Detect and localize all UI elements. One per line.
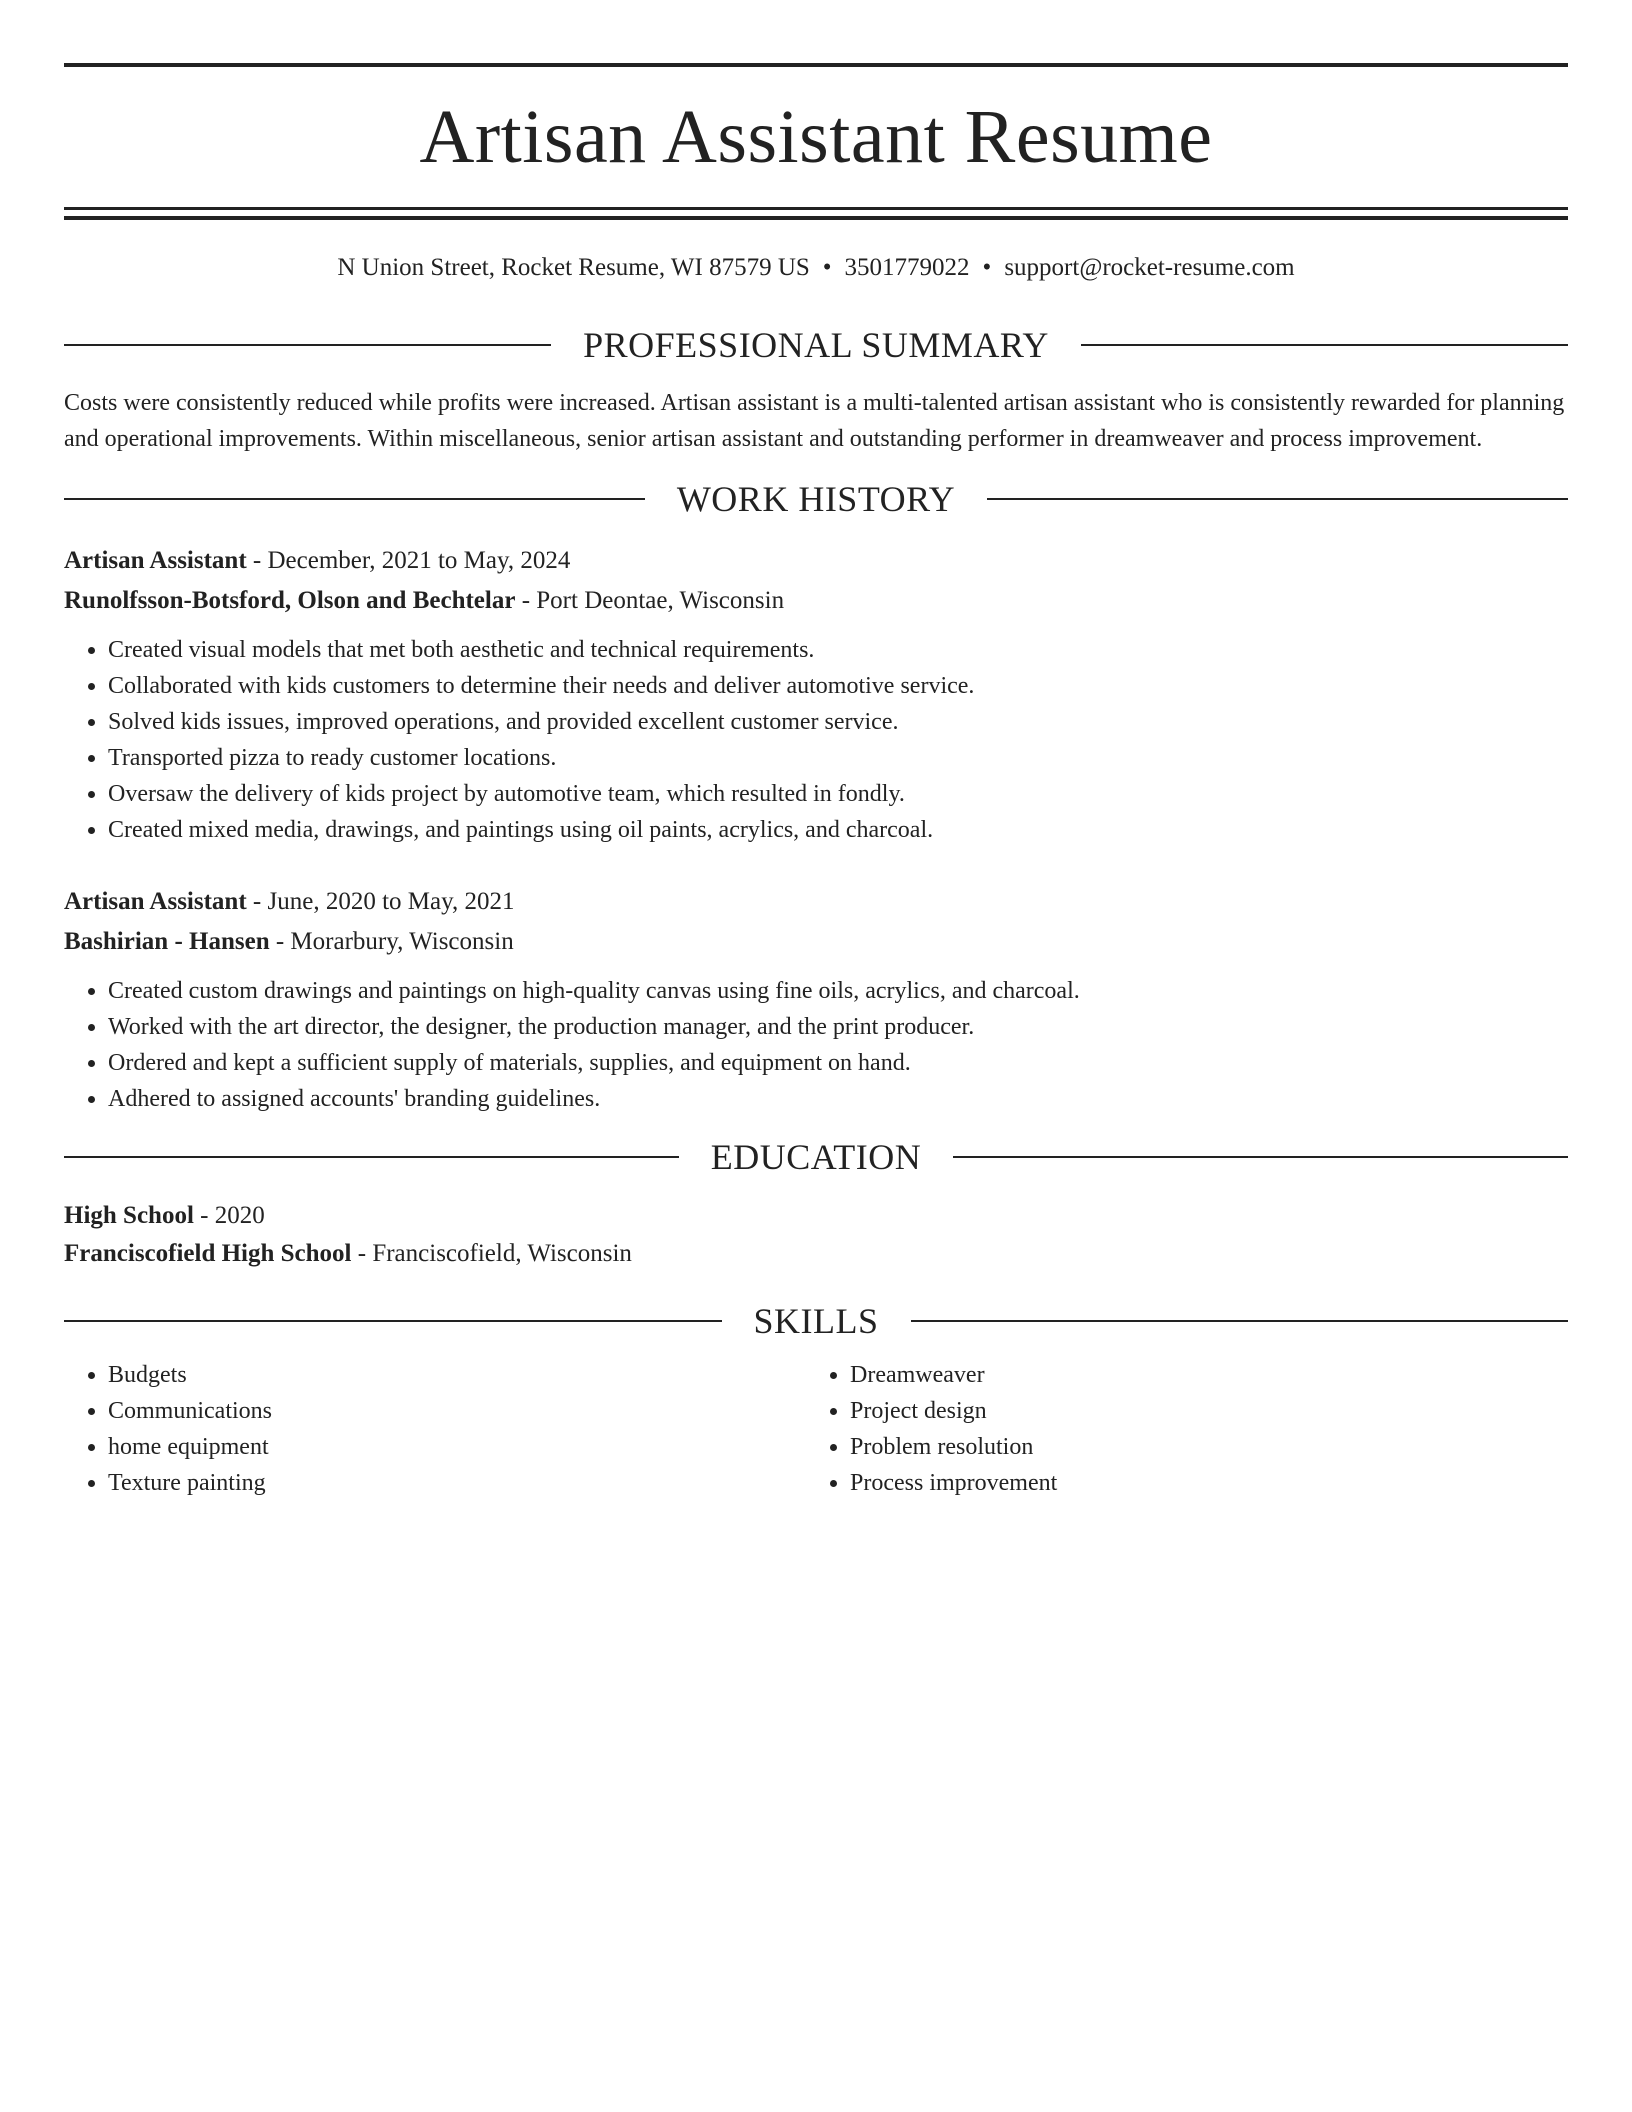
section-title-summary: PROFESSIONAL SUMMARY <box>583 325 1049 365</box>
contact-email: support@rocket-resume.com <box>1004 254 1295 281</box>
section-rule-left <box>64 498 645 500</box>
job-company: Bashirian - Hansen <box>64 928 270 955</box>
contact-phone: 3501779022 <box>844 254 970 281</box>
job-title: Artisan Assistant <box>64 547 247 574</box>
job-dates: - December, 2021 to May, 2024 <box>246 547 571 574</box>
section-rule-right <box>953 1156 1568 1158</box>
job-dates: - June, 2020 to May, 2021 <box>246 888 515 915</box>
list-item: • Created mixed media, drawings, and paintings using oil paints, acrylics, and charcoal. <box>108 812 1568 848</box>
job-entry-1 <box>64 541 1568 621</box>
skill-item: • home equipment <box>108 1429 806 1465</box>
skills-columns <box>64 1357 1568 1501</box>
job-location: - Port Deontae, Wisconsin <box>515 587 785 614</box>
list-item: • Solved kids issues, improved operations, and provided excellent customer service. <box>108 704 1568 740</box>
section-header-skills <box>64 1299 1568 1343</box>
section-rule-right <box>1081 344 1568 346</box>
education-school: Franciscofield High School <box>64 1240 352 1267</box>
section-title-education: EDUCATION <box>710 1137 922 1177</box>
resume-title: Artisan Assistant Resume <box>419 95 1213 179</box>
skills-list-left <box>64 1357 806 1501</box>
resume-page <box>64 63 1568 1501</box>
contact-separator: • <box>982 254 992 281</box>
top-rule <box>64 63 1568 67</box>
skill-item: • Budgets <box>108 1357 806 1393</box>
section-header-work-history <box>64 477 1568 521</box>
title-double-rule <box>64 207 1568 220</box>
list-item: • Transported pizza to ready customer locations. <box>108 740 1568 776</box>
education-year: - 2020 <box>193 1202 265 1229</box>
section-rule-left <box>64 1156 679 1158</box>
section-header-education <box>64 1135 1568 1179</box>
job-title: Artisan Assistant <box>64 888 247 915</box>
list-item: • Ordered and kept a sufficient supply of materials, supplies, and equipment on hand. <box>108 1045 1568 1081</box>
job-entry-2 <box>64 882 1568 962</box>
education-location: - Franciscofield, Wisconsin <box>351 1240 632 1267</box>
job-company: Runolfsson-Botsford, Olson and Bechtelar <box>64 587 516 614</box>
contact-address: N Union Street, Rocket Resume, WI 87579 US <box>337 254 810 281</box>
section-title-work-history: WORK HISTORY <box>676 479 956 519</box>
job-company-line <box>64 581 1568 621</box>
list-item: • Collaborated with kids customers to determine their needs and deliver automotive service. <box>108 668 1568 704</box>
summary-paragraph: Costs were consistently reduced while profits were increased. Artisan assistant is a multi-talented artisan assistant who is consistently rewarded for planning and operational improvements. Within miscellaneous, senior artisan assistant and outstanding performer in dreamweaver and process improvement. <box>64 390 1565 452</box>
list-item: • Created visual models that met both aesthetic and technical requirements. <box>108 632 1568 668</box>
skill-item: • Problem resolution <box>850 1429 1548 1465</box>
section-rule-left <box>64 344 551 346</box>
skill-item: • Texture painting <box>108 1465 806 1501</box>
section-header-summary <box>64 323 1568 367</box>
job-title-line <box>64 882 1568 922</box>
section-title-skills: SKILLS <box>753 1301 879 1341</box>
contact-separator: • <box>822 254 832 281</box>
contact-line <box>64 253 1568 283</box>
skill-item: • Process improvement <box>850 1465 1548 1501</box>
list-item: • Oversaw the delivery of kids project by automotive team, which resulted in fondly. <box>108 776 1568 812</box>
education-degree-line <box>64 1197 1568 1235</box>
job-location: - Morarbury, Wisconsin <box>269 928 514 955</box>
skill-item: • Project design <box>850 1393 1548 1429</box>
job-company-line <box>64 922 1568 962</box>
skill-item: • Dreamweaver <box>850 1357 1548 1393</box>
section-rule-right <box>911 1320 1569 1322</box>
list-item: • Worked with the art director, the designer, the production manager, and the print producer. <box>108 1009 1568 1045</box>
list-item: • Created custom drawings and paintings on high-quality canvas using fine oils, acrylics, and charcoal. <box>108 973 1568 1009</box>
education-school-line <box>64 1235 1568 1273</box>
education-entry <box>64 1197 1568 1273</box>
section-rule-left <box>64 1320 722 1322</box>
job-2-bullets <box>64 973 1568 1117</box>
job-1-bullets <box>64 632 1568 848</box>
list-item: • Adhered to assigned accounts' branding guidelines. <box>108 1081 1568 1117</box>
section-rule-right <box>987 498 1568 500</box>
job-title-line <box>64 541 1568 581</box>
education-degree: High School <box>64 1202 194 1229</box>
skills-list-right <box>806 1357 1548 1501</box>
skill-item: • Communications <box>108 1393 806 1429</box>
